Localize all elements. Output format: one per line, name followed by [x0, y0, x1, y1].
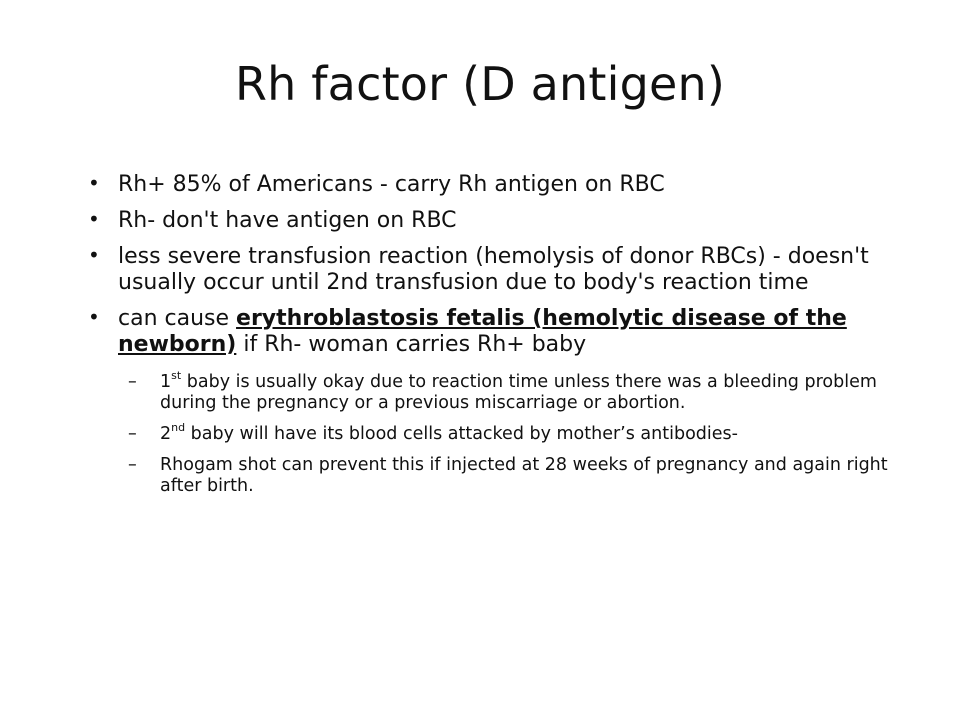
bullet-item-rh-negative: [72, 208, 892, 234]
ordinal-number: 1: [160, 371, 172, 392]
bullet-text: Rh+ 85% of Americans - carry Rh antigen on RBC: [118, 172, 665, 197]
underlined-term: erythroblastosis fetalis (hemolytic disease of the newborn): [118, 305, 847, 357]
bullet-text: less severe transfusion reaction (hemolysis of donor RBCs) - doesn't usually occur until 2nd transfusion due to body's reaction time: [118, 243, 869, 295]
sub-bullet-first-baby: [72, 368, 892, 414]
bullet-text-prefix: can cause: [118, 305, 237, 331]
bullet-icon: •: [88, 242, 100, 267]
bullet-item-erythroblastosis: [72, 306, 892, 497]
bullet-list: [72, 172, 892, 497]
ordinal-suffix: nd: [171, 420, 186, 434]
ordinal-number: 2: [160, 423, 172, 444]
dash-icon: –: [128, 454, 137, 475]
bullet-icon: •: [88, 206, 100, 231]
sub-bullet-rhogam: [72, 455, 892, 497]
bullet-icon: •: [88, 304, 100, 329]
bullet-icon: •: [88, 171, 100, 195]
sub-bullet-text: baby is usually okay due to reaction time unless there was a bleeding problem during the pregnancy or a previous miscarriage or abortion.: [160, 371, 877, 413]
slide-content: [72, 172, 892, 507]
sub-bullet-list: [118, 368, 892, 497]
bullet-text: Rh- don't have antigen on RBC: [118, 207, 457, 233]
dash-icon: –: [128, 423, 137, 444]
ordinal-suffix: st: [171, 368, 182, 382]
dash-icon: –: [128, 371, 137, 392]
sub-bullet-text: Rhogam shot can prevent this if injected at 28 weeks of pregnancy and again right after birth.: [160, 454, 888, 496]
bullet-item-transfusion-reaction: [72, 244, 892, 296]
sub-bullet-text: baby will have its blood cells attacked by mother’s antibodies-: [185, 423, 738, 444]
slide-title: Rh factor (D antigen): [234, 57, 726, 111]
bullet-text-suffix: if Rh- woman carries Rh+ baby: [236, 331, 587, 357]
bullet-item-rh-positive: [72, 172, 892, 198]
sub-bullet-second-baby: [72, 420, 892, 445]
